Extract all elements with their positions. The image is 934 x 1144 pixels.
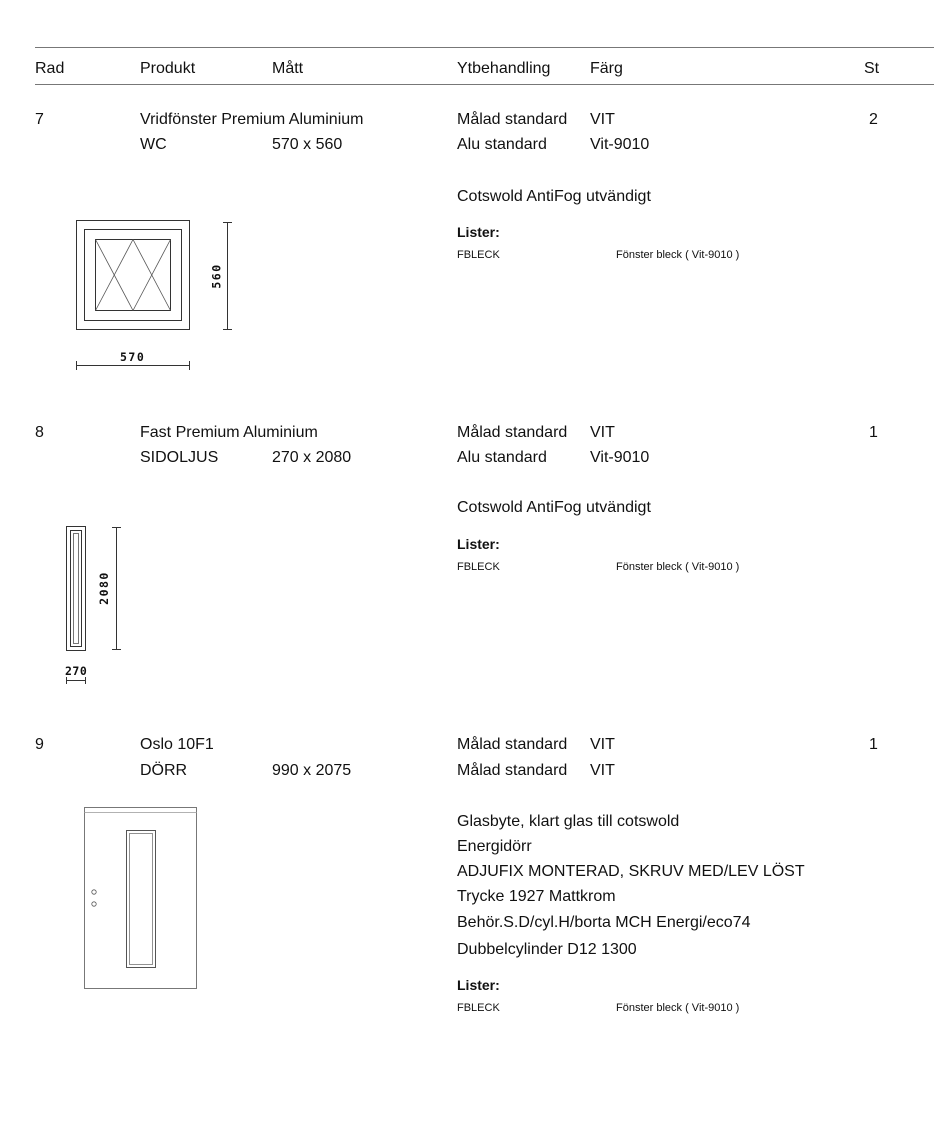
finish-1: Målad standard <box>457 111 568 128</box>
finish-2: Alu standard <box>457 136 547 153</box>
product-type: SIDOLJUS <box>140 449 219 466</box>
header-produkt: Produkt <box>140 60 196 77</box>
color-2: VIT <box>590 762 615 779</box>
lister-code: FBLECK <box>457 249 500 261</box>
finish-1: Målad standard <box>457 736 568 753</box>
color-2: Vit-9010 <box>590 449 650 466</box>
note-line: Trycke 1927 Mattkrom <box>457 888 616 905</box>
product-name: Fast Premium Aluminium <box>140 424 318 441</box>
note-line: Cotswold AntiFog utvändigt <box>457 499 651 516</box>
lister-desc: Fönster bleck ( Vit-9010 ) <box>616 249 740 261</box>
product-type: DÖRR <box>140 762 188 779</box>
height-dimension-label: 560 <box>209 263 224 289</box>
color-1: VIT <box>590 111 615 128</box>
note-line: Glasbyte, klart glas till cotswold <box>457 813 680 830</box>
header-rad: Rad <box>35 60 65 77</box>
finish-2: Alu standard <box>457 449 547 466</box>
width-dimension-label: 270 <box>65 664 88 678</box>
lister-code: FBLECK <box>457 561 500 573</box>
product-name: Vridfönster Premium Aluminium <box>140 111 364 128</box>
lister-desc: Fönster bleck ( Vit-9010 ) <box>616 561 740 573</box>
note-line: Dubbelcylinder D12 1300 <box>457 941 637 958</box>
color-1: VIT <box>590 424 615 441</box>
product-size: 270 x 2080 <box>272 449 352 466</box>
lister-desc: Fönster bleck ( Vit-9010 ) <box>616 1002 740 1014</box>
lister-code: FBLECK <box>457 1002 500 1014</box>
product-type: WC <box>140 136 167 153</box>
lister-title: Lister: <box>457 977 500 993</box>
color-2: Vit-9010 <box>590 136 650 153</box>
row-number: 8 <box>35 424 44 441</box>
height-dimension-label: 2080 <box>96 571 111 605</box>
finish-1: Målad standard <box>457 424 568 441</box>
product-size: 990 x 2075 <box>272 762 352 779</box>
note-line: Energidörr <box>457 838 532 855</box>
lister-title: Lister: <box>457 536 500 552</box>
quantity: 1 <box>869 424 878 441</box>
header-matt: Mått <box>272 60 304 77</box>
color-1: VIT <box>590 736 615 753</box>
product-size: 570 x 560 <box>272 136 343 153</box>
note-line: Cotswold AntiFog utvändigt <box>457 188 651 205</box>
width-dimension-label: 570 <box>120 350 146 364</box>
product-name: Oslo 10F1 <box>140 736 214 753</box>
row-number: 7 <box>35 111 44 128</box>
lister-title: Lister: <box>457 224 500 240</box>
header-farg: Färg <box>590 60 623 77</box>
header-ytbehandling: Ytbehandling <box>457 60 551 77</box>
header-st: St <box>864 60 880 77</box>
quantity: 1 <box>869 736 878 753</box>
finish-2: Målad standard <box>457 762 568 779</box>
quantity: 2 <box>869 111 878 128</box>
note-line: Behör.S.D/cyl.H/borta MCH Energi/eco74 <box>457 914 751 931</box>
row-number: 9 <box>35 736 44 753</box>
note-line: ADJUFIX MONTERAD, SKRUV MED/LEV LÖST <box>457 863 805 880</box>
